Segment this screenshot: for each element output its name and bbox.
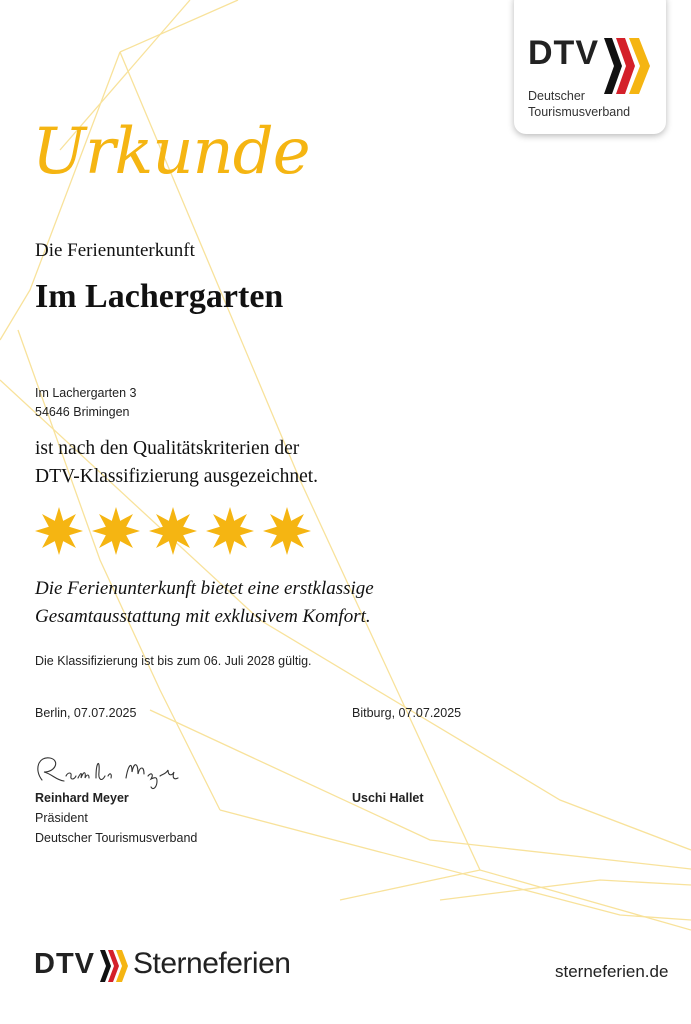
star-icon (262, 506, 312, 556)
address-street: Im Lachergarten 3 (35, 386, 137, 400)
left-signer-name: Reinhard Meyer (35, 791, 129, 805)
logo-subtitle (528, 88, 630, 120)
property-type-label: Die Ferienunterkunft (35, 240, 195, 261)
footer-chevrons-icon (100, 950, 130, 982)
logo-line-2: Tourismusverband (528, 105, 631, 119)
german-flag-chevrons-icon (602, 38, 654, 94)
right-place-date: Bitburg, 07.07.2025 (352, 706, 462, 720)
left-signer-role: Präsident (35, 811, 88, 825)
star-icon (91, 506, 141, 556)
star-icon (34, 506, 84, 556)
property-name: Im Lachergarten (35, 278, 284, 315)
signature-image (30, 750, 190, 790)
left-signer-organization: Deutscher Tourismusverband (35, 831, 198, 845)
description-line-2: Gesamtausstattung mit exklusivem Komfort. (35, 606, 371, 627)
left-place-date: Berlin, 07.07.2025 (35, 706, 137, 720)
footer-abbreviation: DTV (34, 948, 95, 980)
star-icon (148, 506, 198, 556)
footer-brand: Sterneferien (133, 947, 291, 980)
validity-note: Die Klassifizierung ist bis zum 06. Juli 2028 gültig. (35, 654, 312, 668)
logo-abbreviation: DTV (528, 34, 599, 72)
statement-line-2: DTV-Klassifizierung ausgezeichnet. (35, 466, 319, 487)
footer-url[interactable]: sterneferien.de (555, 962, 669, 981)
logo-line-1: Deutscher (528, 89, 585, 103)
certificate-title: Urkunde (32, 115, 310, 189)
right-signer-name: Uschi Hallet (352, 791, 424, 805)
star-icon (205, 506, 255, 556)
description-line-1: Die Ferienunterkunft bietet eine erstklassige (35, 578, 374, 599)
statement-line-1: ist nach den Qualitätskriterien der (35, 438, 300, 459)
address-city: 54646 Brimingen (35, 405, 130, 419)
dtv-logo-card (514, 0, 666, 134)
